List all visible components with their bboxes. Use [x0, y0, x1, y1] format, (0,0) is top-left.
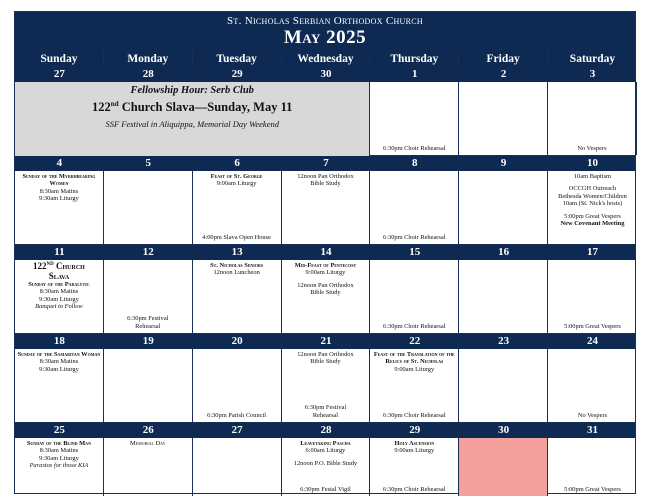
church-name: St. Nicholas Serbian Orthodox Church [227, 15, 423, 27]
date-number: 27 [53, 68, 65, 80]
feast-title: Sunday of the Samaritan Woman [17, 351, 101, 358]
event-great-vespers: 5:00pm Great Vespers [564, 485, 621, 493]
date-number: 11 [54, 246, 65, 258]
day-cell-may-19 [104, 349, 193, 422]
event-great-vespers: 5:00pm Great Vespers [564, 212, 621, 220]
weekday-sunday: Sunday [15, 51, 104, 67]
day-cell-may-28 [282, 438, 371, 496]
day-cell-may-31 [548, 438, 637, 496]
week-row-4 [15, 349, 635, 423]
day-cell-may-23 [459, 349, 548, 422]
event-no-vespers: No Vespers [577, 144, 607, 152]
feast-title: Feast of St. George [210, 173, 263, 180]
date-number: 19 [142, 335, 154, 347]
date-number: 15 [409, 246, 421, 258]
event-choir-rehearsal: 6:30pm Choir Rehearsal [383, 144, 446, 152]
day-cell-may-6 [193, 171, 282, 244]
day-cell-may-4 [15, 171, 104, 244]
feast-title: Sunday of the Blind Man [26, 440, 91, 447]
date-number: 8 [412, 157, 418, 169]
date-row-5 [15, 423, 635, 438]
date-number: 7 [323, 157, 329, 169]
date-number: 13 [231, 246, 243, 258]
feast-title: Feast of the Translation of the Relics of St. Nicholas [373, 351, 455, 366]
day-cell-may-2 [459, 82, 548, 155]
day-cell-may-22 [370, 349, 459, 422]
day-cell-may-26 [104, 438, 193, 496]
date-number: 17 [586, 246, 598, 258]
holiday-title: Memorial Day [130, 440, 166, 447]
weekday-header-row [15, 51, 635, 67]
event-parish-council: 6:30pm Parish Council [207, 411, 267, 419]
event-festival-rehearsal: 6:30pm Festival Rehearsal [127, 315, 169, 330]
weekday-tuesday: Tuesday [193, 51, 282, 67]
date-number: 28 [320, 424, 332, 436]
event-liturgy: 9:30am Liturgy [39, 295, 79, 303]
event-choir-rehearsal: 6:30pm Choir Rehearsal [383, 233, 446, 241]
event-bible-study: 12noon Pan Orthodox [297, 351, 354, 358]
day-cell-may-7: 12noon Pan Orthodox Bible Study [282, 171, 371, 244]
day-cell-may-10: 10am Baptism OCCGH Outreach Bethesda Women/Children 10am (St. Nick's hosts) 5:00pm Great Vespers New Covenant Meeting [548, 171, 637, 244]
month-title: May 2025 [283, 27, 367, 48]
date-number: 2 [500, 68, 507, 80]
calendar [14, 11, 636, 494]
event-bible-study: 12noon Pan Orthodox [297, 173, 354, 180]
day-cell-may-24 [548, 349, 637, 422]
event-choir-rehearsal: 6:30pm Choir Rehearsal [383, 411, 446, 419]
event-matins: 8:30am Matins [39, 358, 79, 366]
day-cell-may-8 [370, 171, 459, 244]
date-number: 31 [586, 424, 598, 436]
event-matins: 8:30am Matins [39, 288, 79, 296]
date-number: 9 [500, 157, 507, 169]
event-liturgy: 9:30am Liturgy [39, 195, 79, 203]
weekday-saturday: Saturday [569, 53, 616, 65]
date-number: 16 [498, 246, 510, 258]
event-new-covenant: New Covenant Meeting [560, 220, 625, 228]
event-festival-rehearsal: 6:30pm Festival Rehearsal [304, 404, 347, 419]
weekday-thursday: Thursday [370, 51, 459, 67]
feast-title: Leavetaking Pascha [300, 440, 351, 447]
weekday-wednesday: Wednesday [282, 51, 371, 67]
date-number: 4 [56, 157, 63, 169]
event-great-vespers: 5:00pm Great Vespers [564, 322, 621, 330]
day-cell-may-5 [104, 171, 193, 244]
slava-announcement: 122nd Church Slava—Sunday, May 11 [92, 99, 293, 114]
date-number: 29 [409, 424, 421, 436]
event-liturgy: 9:30am Liturgy [39, 365, 79, 373]
day-cell-may-25 [15, 438, 104, 496]
date-row-1 [15, 67, 635, 82]
event-banquet: Banquet to Follow [35, 303, 83, 311]
day-cell-may-29 [370, 438, 459, 496]
day-cell-may-20 [193, 349, 282, 422]
date-number: 23 [498, 335, 510, 347]
date-number: 10 [586, 157, 598, 169]
event-choir-rehearsal: 6:30pm Choir Rehearsal [383, 322, 446, 330]
date-row-2 [15, 156, 635, 171]
event-matins: 8:30am Matins [39, 447, 79, 455]
day-cell-may-12 [104, 260, 193, 333]
date-number: 18 [53, 335, 65, 347]
day-cell-may-9 [459, 171, 548, 244]
event-no-vespers: No Vespers [577, 411, 608, 419]
day-cell-may-30-highlighted [459, 438, 548, 496]
date-number: 20 [231, 335, 243, 347]
day-cell-may-17 [548, 260, 637, 333]
week-row-2 [15, 171, 635, 245]
date-number: 26 [142, 424, 154, 436]
date-number: 25 [53, 424, 65, 436]
event-liturgy: 9:00am Liturgy [216, 180, 257, 188]
date-number: 29 [231, 68, 243, 80]
date-number: 3 [589, 68, 596, 80]
day-cell-may-13 [193, 260, 282, 333]
calendar-header [15, 12, 635, 51]
week-row-1 [15, 82, 635, 156]
feast-title: Holy Ascension [394, 440, 435, 447]
feast-title: St. Nicholas Seniors [210, 262, 264, 269]
day-cell-may-15 [370, 260, 459, 333]
date-number: 22 [409, 335, 421, 347]
date-number: 21 [320, 335, 332, 347]
slava-title: 122nd Church [33, 259, 85, 271]
event-liturgy: 6:00am Liturgy [305, 447, 346, 455]
event-bible-study: 12noon P.O. Bible Study [293, 459, 358, 467]
day-cell-may-21: 12noon Pan Orthodox Bible Study 6:30pm Festival Rehearsal [282, 349, 371, 422]
fellowship-hour: Fellowship Hour: Serb Club [130, 85, 254, 96]
date-row-3 [15, 245, 635, 260]
date-number: 5 [145, 157, 152, 169]
date-number: 24 [586, 335, 598, 347]
week-row-3 [15, 260, 635, 334]
date-number: 6 [234, 157, 240, 169]
event-bible-study: 12noon Pan Orthodox [297, 281, 354, 289]
date-number: 27 [231, 424, 243, 436]
date-number: 14 [320, 246, 332, 258]
day-cell-may-18 [15, 349, 104, 422]
feast-title: Sunday of the Paralytic [28, 281, 90, 288]
feast-title: Sunday of the Myrrhbearing Women [22, 173, 96, 188]
day-cell-may-27 [193, 438, 282, 496]
event-luncheon: 12noon Luncheon [213, 269, 260, 277]
date-number: 30 [320, 68, 332, 80]
festival-note: SSF Festival in Aliquippa, Memorial Day Weekend [105, 119, 279, 129]
event-liturgy: 9:00am Liturgy [394, 365, 435, 373]
day-cell-may-3 [548, 82, 637, 155]
day-cell-may-11: 122nd Church Slava Sunday of the Paralytic 8:30am Matins 9:30am Liturgy Banquet to Follow [15, 260, 104, 333]
event-liturgy: 9:00am Liturgy [305, 269, 346, 277]
day-cell-may-1 [370, 82, 459, 155]
week-row-5 [15, 438, 635, 496]
announcement-banner [15, 82, 370, 156]
date-number: 1 [412, 68, 418, 80]
day-cell-may-14: Mid-Feast of Pentecost 9:00am Liturgy 12noon Pan Orthodox Bible Study [282, 260, 371, 333]
date-number: 12 [142, 246, 154, 258]
event-open-house: 4:00pm Slava Open House [202, 233, 271, 241]
event-choir-rehearsal: 6:30pm Choir Rehearsal [383, 485, 446, 493]
weekday-friday: Friday [459, 51, 548, 67]
weekday-monday: Monday [104, 51, 193, 67]
event-festal-vigil: 6:30pm Festal Vigil [300, 485, 351, 493]
event-outreach: OCCGH Outreach [568, 185, 617, 193]
feast-title: Mid-Feast of Pentecost [294, 262, 357, 269]
event-parastos: Parastos for those KIA [29, 462, 89, 470]
date-number: 28 [142, 68, 154, 80]
event-liturgy: 9:00am Liturgy [394, 447, 435, 455]
event-liturgy: 9:30am Liturgy [39, 454, 79, 462]
event-matins: 8:30am Matins [39, 187, 79, 195]
date-number: 30 [498, 424, 510, 436]
event-baptism: 10am Baptism [573, 173, 612, 180]
date-row-4 [15, 334, 635, 349]
day-cell-may-16 [459, 260, 548, 333]
